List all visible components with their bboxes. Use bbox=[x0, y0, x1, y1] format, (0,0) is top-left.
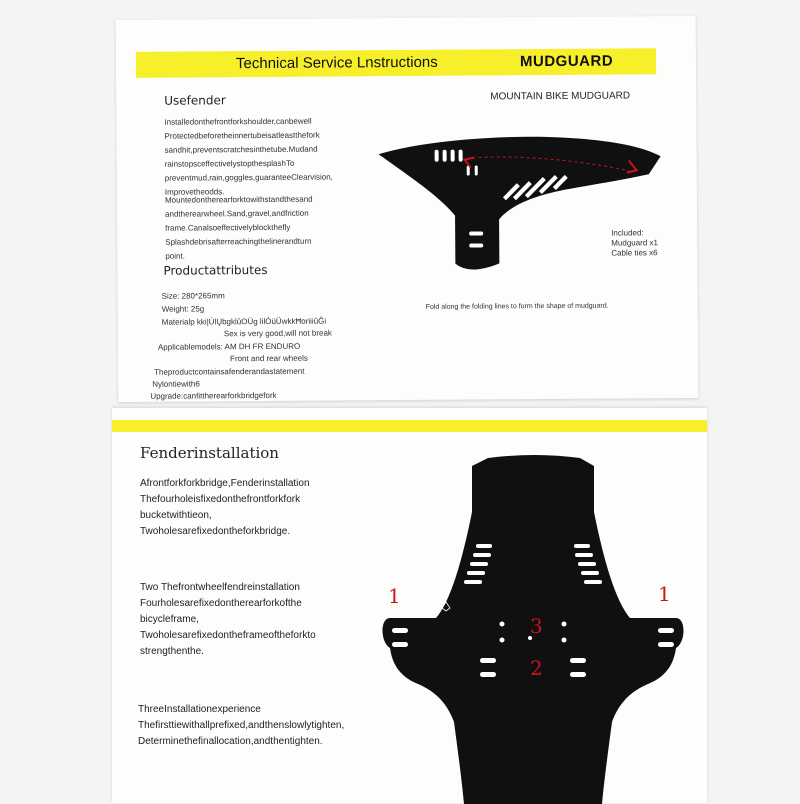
top-band bbox=[112, 420, 707, 432]
nylon-note: Nylontiewith6 bbox=[152, 379, 200, 389]
instruction-sheet-bottom bbox=[112, 408, 707, 803]
rear-fork-text: Mountedontherearforktowithstandthesand andtherearwheel.Sand,gravel,andfriction frame.Canalsoeffectivelyblockthefly Splashdebrisafterreachingthelinerandturn point. bbox=[164, 194, 313, 261]
step-1-text: Afrontforkforkbridge,Fenderinstallation Thefourholeisfixedonthefrontforkfork bucketwithtieon, Twoholesarefixedontheforkbridge. bbox=[140, 478, 310, 537]
step-3-text: ThreeInstallationexperience Thefirsttiewithallprefixed,andthenslowlytighten, Determinethefinallocation,andthentighten. bbox=[138, 704, 345, 747]
included-list: Included: Mudguard x1 Cable ties x6 bbox=[611, 228, 658, 258]
contains-note: Theproductcontainsafenderandastatement bbox=[154, 366, 305, 377]
usefender-heading: Usefender bbox=[164, 93, 226, 108]
models-spec: Applicablemodels: AM DH FR ENDURO bbox=[157, 341, 301, 352]
installation-heading: Fenderinstallation bbox=[140, 444, 279, 462]
marker-1-right: 1 bbox=[658, 582, 671, 606]
product-subtitle: MOUNTAIN BIKE MUDGUARD bbox=[490, 90, 631, 103]
step-2-text: Two Thefrontwheelfendreinstallation Fourholesarefixedontherearforkofthe bicycleframe, Twoholesarefixedontheframeoftheforkto strengthenthe. bbox=[140, 582, 316, 657]
weight-spec: Weight: 25g bbox=[161, 304, 205, 314]
folded-mudguard-illustration bbox=[378, 130, 669, 282]
instruction-sheet-top bbox=[116, 16, 699, 402]
fold-instruction: Fold along the folding lines to form the shape of mudguard. bbox=[425, 302, 609, 311]
size-spec: Size: 280*265mm bbox=[161, 291, 225, 301]
brand-label: MUDGUARD bbox=[519, 52, 614, 71]
upgrade-note: Upgrade:canfittherearforkbridgefork bbox=[150, 390, 277, 401]
material-note: Sex is very good,will not break bbox=[223, 328, 332, 339]
product-attributes-heading: Productattributes bbox=[163, 262, 268, 278]
material-spec: Materialp kki|ÚlŲbgklûOÜg lilÓüÜwkkĦoriiiûĜi bbox=[161, 316, 327, 327]
usefender-text: Installedonthefrontforkshoulder,canbewell Protectedbeforetheinnertubeisatleastthefork sandhit,preventscratchesinthetube.Mudand rainstopsceffectivelystopthesplashTo preventmud,rain,goggles,guaranteeClearvision, Improvetheodds. bbox=[164, 116, 333, 197]
marker-3: 3 bbox=[530, 614, 543, 638]
sheet-title: Technical Service Lnstructions bbox=[235, 53, 438, 73]
marker-2: 2 bbox=[530, 656, 543, 680]
marker-1-left: 1 bbox=[388, 584, 401, 608]
wheels-spec: Front and rear wheels bbox=[230, 353, 308, 364]
